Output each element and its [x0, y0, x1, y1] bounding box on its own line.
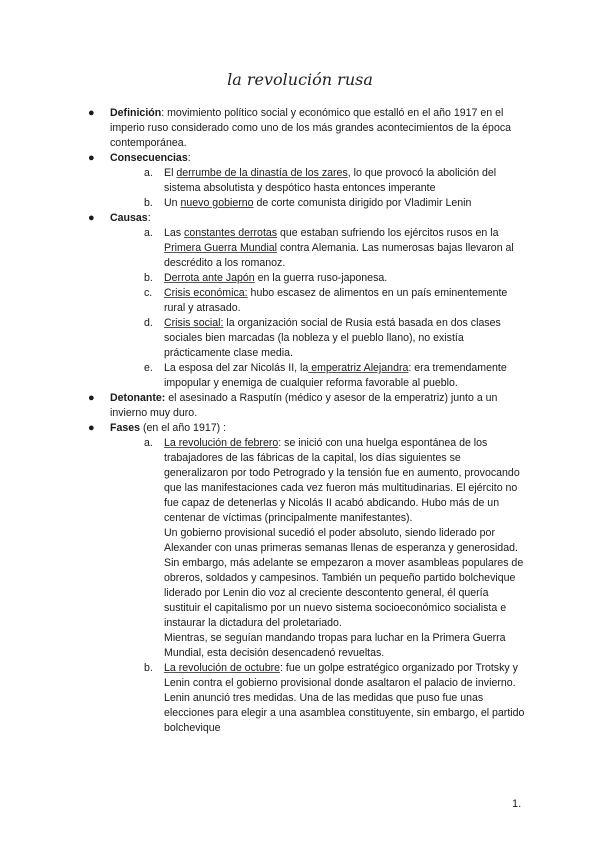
- sublist-marker: b.: [144, 662, 153, 674]
- sublist-marker: d.: [144, 317, 153, 329]
- item-text: La esposa del zar Nicolás II, la: [164, 362, 309, 374]
- underlined-term: derrumbe de la dinastía de los zares: [176, 167, 348, 179]
- term-consecuencias: Consecuencias: [110, 152, 188, 164]
- underlined-term: Crisis económica:: [164, 287, 248, 299]
- bullet-icon: ●: [88, 152, 95, 164]
- item-text: El: [164, 167, 177, 179]
- document-body: [88, 106, 526, 736]
- sublist-item: [144, 166, 526, 196]
- item-text: que estaban sufriendo los ejércitos rusos en la: [277, 227, 499, 239]
- bullet-icon: ●: [88, 107, 95, 119]
- paragraph: Un gobierno provisional sucedió el poder absoluto, siendo liderado por Alexander con unas primeras semanas llenas de esperanza y generosidad.: [164, 527, 518, 554]
- consecuencias-colon: :: [187, 152, 191, 164]
- sublist-marker: a.: [144, 167, 153, 179]
- list-item-fases: [88, 421, 526, 736]
- main-bullet-list: [88, 106, 526, 736]
- term-definicion: Definición: [110, 107, 162, 119]
- sublist-item: [144, 661, 526, 736]
- sublist-item: [144, 361, 526, 391]
- bullet-icon: ●: [88, 422, 95, 434]
- sublist-marker: a.: [144, 437, 153, 449]
- item-text: en la guerra ruso-japonesa.: [254, 272, 388, 284]
- item-text: : fue un golpe estratégico organizado por Trotsky y Lenin contra el gobierno provisional donde asaltaron el palacio de invierno. Lenin anunció tres medidas. Una de las medidas que puso fue unas elecciones para elegir a una asamblea constituyente, sin embargo, el partido bolchevique: [164, 662, 525, 734]
- causas-sublist: [110, 226, 526, 391]
- sublist-item: [144, 226, 526, 271]
- underlined-term: Derrota ante Japón: [164, 272, 255, 284]
- bullet-icon: ●: [88, 212, 95, 224]
- underlined-term: La revolución de octubre: [164, 662, 281, 674]
- underlined-term: nuevo gobierno: [180, 197, 254, 209]
- sublist-marker: b.: [144, 272, 153, 284]
- list-item-causas: [88, 211, 526, 391]
- paragraph: Mientras, se seguían mandando tropas para luchar en la Primera Guerra Mundial, esta decisión desencadenó revueltas.: [164, 632, 506, 659]
- list-item-consecuencias: [88, 151, 526, 211]
- item-text: : se inició con una huelga espontánea de los trabajadores de las fábricas de la capital, los días siguientes se generalizaron por todo Petrogrado y la tensión fue en aumento, provocando que las manifestaciones cada vez fueron más multitudinarias. El ejército no fue capaz de detenerlas y Nicolás II acabó abdicando. Hubo más de un centenar de víctimas (principalmente manifestantes).: [164, 437, 520, 524]
- item-text: de corte comunista dirigido por Vladimir Lenin: [253, 197, 472, 209]
- page-title: la revolución rusa: [227, 70, 373, 89]
- item-text: contra Alemania. Las numerosas bajas llevaron al descrédito a los romanoz.: [164, 242, 514, 269]
- definicion-text: : movimiento político social y económico que estalló en el año 1917 en el imperio ruso considerado como uno de los más grandes acontecimientos de la época contemporánea.: [110, 107, 512, 149]
- term-detonante: Detonante:: [110, 392, 166, 404]
- bullet-icon: ●: [88, 392, 95, 404]
- item-text: , lo que provocó la abolición del sistema absolutista y despótico hasta entonces imperante: [164, 167, 497, 194]
- sublist-marker: b.: [144, 197, 153, 209]
- underlined-term: Primera Guerra Mundial: [164, 242, 278, 254]
- sublist-item: [144, 316, 526, 361]
- sublist-item: [144, 271, 526, 286]
- consecuencias-sublist: [110, 166, 526, 211]
- sublist-marker: e.: [144, 362, 153, 374]
- fases-sublist: [110, 436, 526, 736]
- list-item-detonante: [88, 391, 526, 421]
- item-text: la organización social de Rusia está basada en dos clases sociales bien marcadas (la nobleza y el pueblo llano), no existía prácticamente clase media.: [164, 317, 501, 359]
- detonante-text: el asesinado a Rasputín (médico y asesor de la emperatriz) junto a un invierno muy duro.: [110, 392, 498, 419]
- term-causas: Causas: [110, 212, 148, 224]
- page-number: 1.: [512, 798, 522, 810]
- sublist-item: [144, 436, 526, 661]
- fases-suffix: (en el año 1917) :: [140, 422, 227, 434]
- underlined-term: Crisis social:: [164, 317, 224, 329]
- underlined-term: emperatriz Alejandra: [308, 362, 409, 374]
- term-fases: Fases: [110, 422, 141, 434]
- item-text: : era tremendamente impopular y enemiga de cualquier reforma favorable al pueblo.: [164, 362, 507, 389]
- item-text: Las: [164, 227, 185, 239]
- item-text: hubo escasez de alimentos en un país eminentemente rural y atrasado.: [164, 287, 508, 314]
- causas-colon: :: [147, 212, 151, 224]
- sublist-marker: c.: [144, 287, 153, 299]
- list-item-definicion: [88, 106, 526, 151]
- item-text: Un: [164, 197, 181, 209]
- sublist-item: [144, 196, 526, 211]
- underlined-term: constantes derrotas: [184, 227, 278, 239]
- underlined-term: La revolución de febrero: [164, 437, 279, 449]
- sublist-marker: a.: [144, 227, 153, 239]
- paragraph: Sin embargo, más adelante se empezaron a mover asambleas populares de obreros, soldados y campesinos. También un pequeño partido bolchevique liderado por Lenin dio voz al creciente descontento general, él quería sustituir el capitalismo por un nuevo sistema socioeconómico socialista e instaurar la dictadura del proletariado.: [164, 557, 524, 629]
- sublist-item: [144, 286, 526, 316]
